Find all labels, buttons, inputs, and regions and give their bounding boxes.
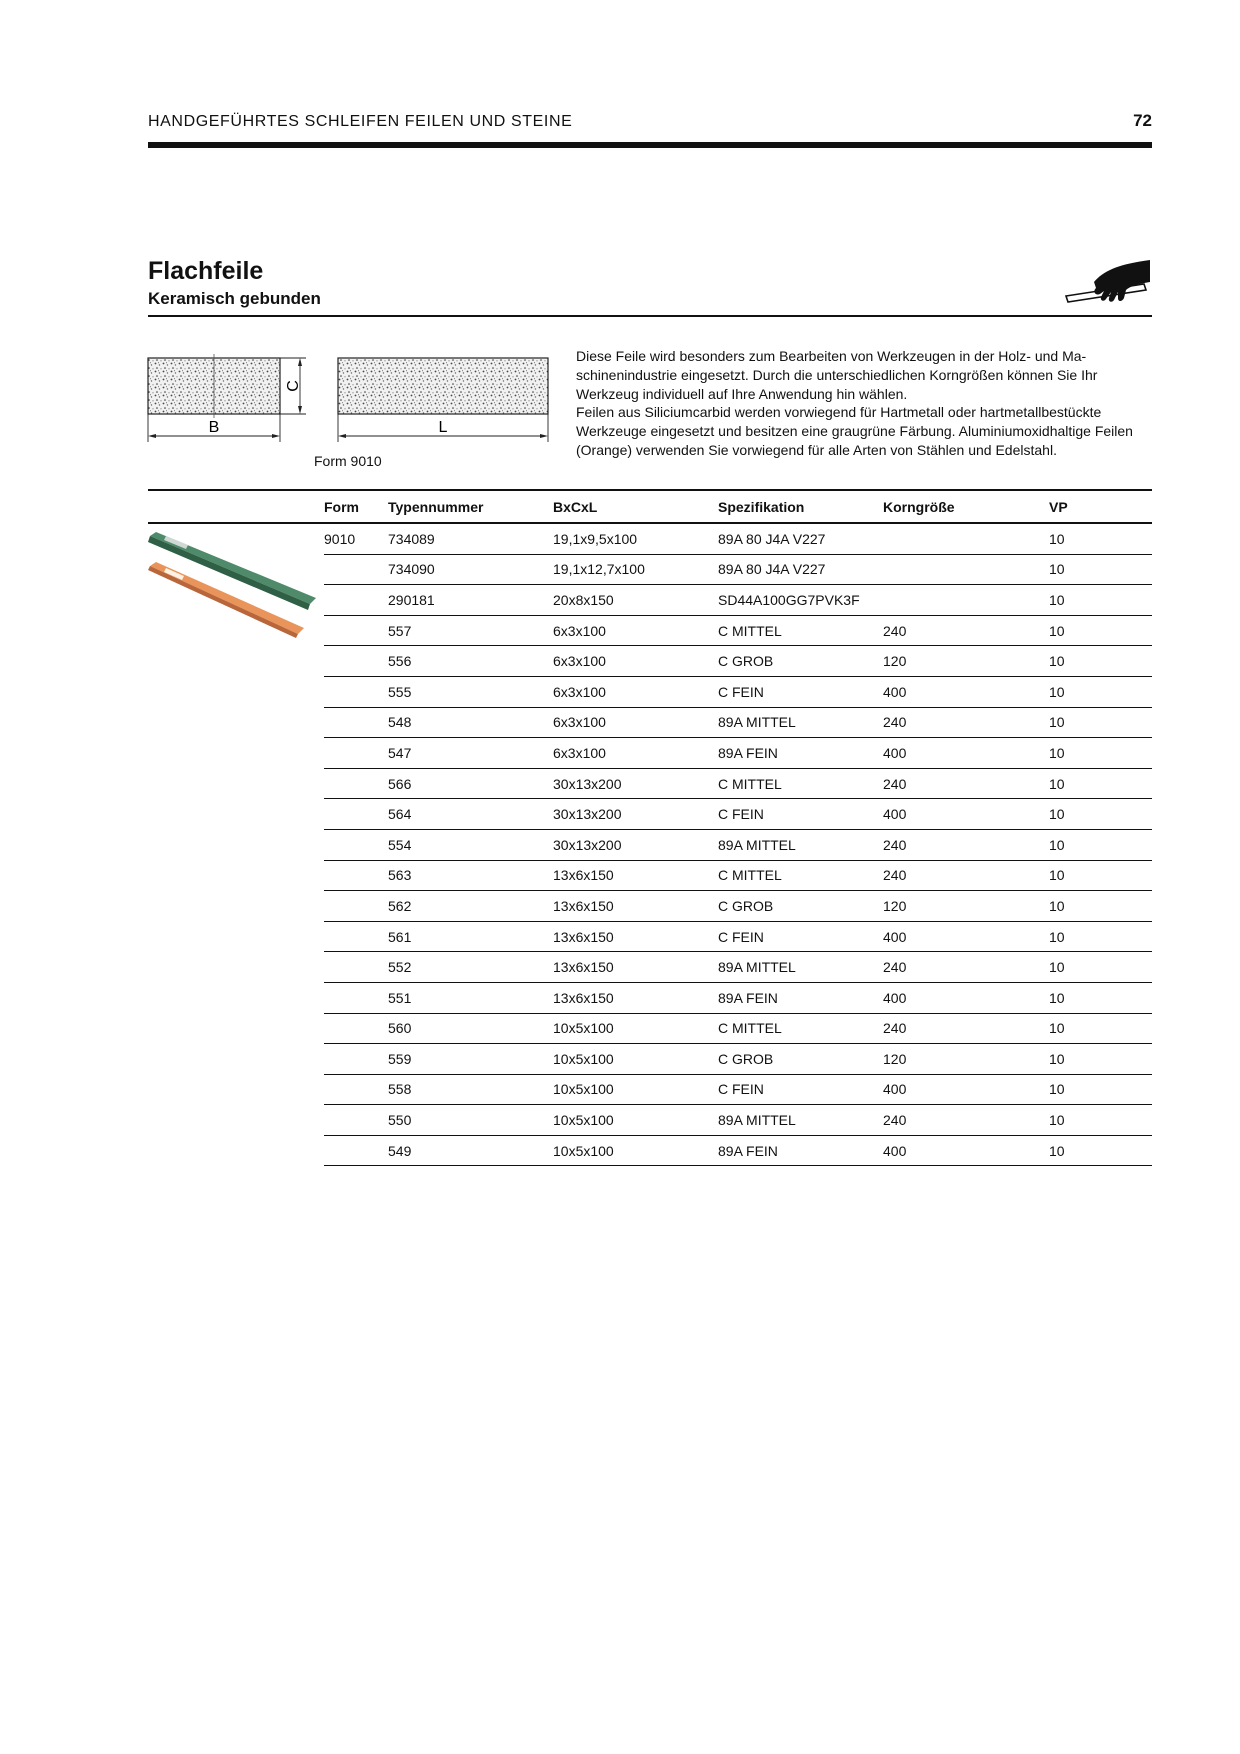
- cell-bcl: 13x6x150: [553, 982, 718, 1013]
- cell-vp: 10: [1049, 615, 1152, 646]
- cell-bcl: 19,1x12,7x100: [553, 554, 718, 585]
- column-header-typennummer: Typennummer: [388, 490, 553, 523]
- description-paragraph: Feilen aus Siliciumcarbid werden vorwiegend für Hartmetall oder hartmetallbestückte Werkzeuge eingesetzt und besitzen eine graugrüne Färbung. Aluminiumoxidhaltige Feilen (Orange) verwenden Sie vorwiegend für alle Arten von Stählen und Edelstahl.: [576, 404, 1133, 458]
- cell-korn: 400: [883, 921, 1049, 952]
- cell-typ: 558: [388, 1074, 553, 1105]
- cell-spec: 89A 80 J4A V227: [718, 554, 883, 585]
- cell-korn: [883, 554, 1049, 585]
- cell-bcl: 10x5x100: [553, 1074, 718, 1105]
- cell-vp: 10: [1049, 554, 1152, 585]
- cell-form: [324, 891, 388, 922]
- cell-typ: 550: [388, 1105, 553, 1136]
- description: [576, 347, 1156, 460]
- shape-diagram: [146, 354, 556, 450]
- cell-form: [324, 860, 388, 891]
- cell-typ: 557: [388, 615, 553, 646]
- cell-vp: 10: [1049, 860, 1152, 891]
- header-image-column: [148, 490, 324, 523]
- cell-typ: 551: [388, 982, 553, 1013]
- title-rule: [148, 315, 1152, 317]
- cell-form: [324, 921, 388, 952]
- cell-korn: 400: [883, 799, 1049, 830]
- cell-form: [324, 1044, 388, 1075]
- column-header-bxcxl: BxCxL: [553, 490, 718, 523]
- cell-typ: 547: [388, 738, 553, 769]
- cell-form: [324, 768, 388, 799]
- table-header-row: [148, 490, 1152, 523]
- cell-typ: 564: [388, 799, 553, 830]
- cell-korn: 400: [883, 1074, 1049, 1105]
- cell-typ: 562: [388, 891, 553, 922]
- cell-spec: C FEIN: [718, 1074, 883, 1105]
- header-title: HANDGEFÜHRTES SCHLEIFEN FEILEN UND STEINE: [148, 113, 573, 130]
- cell-bcl: 6x3x100: [553, 738, 718, 769]
- cell-bcl: 6x3x100: [553, 646, 718, 677]
- cell-vp: 10: [1049, 585, 1152, 616]
- cell-form: [324, 615, 388, 646]
- cell-spec: 89A 80 J4A V227: [718, 523, 883, 554]
- form-caption: Form 9010: [314, 453, 382, 469]
- cell-vp: 10: [1049, 523, 1152, 554]
- cell-spec: C GROB: [718, 646, 883, 677]
- cell-form: [324, 646, 388, 677]
- cell-spec: C MITTEL: [718, 768, 883, 799]
- cell-form: [324, 1013, 388, 1044]
- column-header-spezifikation: Spezifikation: [718, 490, 883, 523]
- cell-typ: 734089: [388, 523, 553, 554]
- cell-bcl: 13x6x150: [553, 921, 718, 952]
- product-photo: [148, 530, 318, 640]
- cell-typ: 290181: [388, 585, 553, 616]
- table-row: [148, 523, 1152, 554]
- cell-spec: C FEIN: [718, 676, 883, 707]
- page-number: 72: [1133, 111, 1152, 130]
- header-rule: [148, 142, 1152, 148]
- dimension-label-l: L: [438, 419, 448, 436]
- cell-korn: 240: [883, 707, 1049, 738]
- cell-vp: 10: [1049, 921, 1152, 952]
- cell-korn: 400: [883, 738, 1049, 769]
- dimension-label-c: C: [285, 380, 303, 392]
- cell-typ: 734090: [388, 554, 553, 585]
- cell-korn: 120: [883, 1044, 1049, 1075]
- cell-bcl: 30x13x200: [553, 768, 718, 799]
- cell-form: [324, 554, 388, 585]
- cell-korn: 400: [883, 982, 1049, 1013]
- cell-spec: 89A FEIN: [718, 982, 883, 1013]
- cell-vp: 10: [1049, 768, 1152, 799]
- cell-korn: 240: [883, 768, 1049, 799]
- cell-spec: C MITTEL: [718, 1013, 883, 1044]
- cell-typ: 560: [388, 1013, 553, 1044]
- cell-spec: 89A MITTEL: [718, 952, 883, 983]
- cell-vp: 10: [1049, 799, 1152, 830]
- description-paragraph: Diese Feile wird besonders zum Bearbeiten von Werkzeugen in der Holz- und Ma-schinenindustrie eingesetzt. Durch die unterschiedlichen Korngrößen können Sie Ihr Werkzeug individuell auf Ihre Anwendung hin wählen.: [576, 348, 1098, 402]
- cell-form: [324, 707, 388, 738]
- cell-spec: C GROB: [718, 1044, 883, 1075]
- cell-bcl: 10x5x100: [553, 1135, 718, 1166]
- cell-korn: 240: [883, 860, 1049, 891]
- cell-bcl: 30x13x200: [553, 799, 718, 830]
- cell-korn: 240: [883, 1105, 1049, 1136]
- cell-form: [324, 585, 388, 616]
- column-header-form: Form: [324, 490, 388, 523]
- product-subtitle: Keramisch gebunden: [148, 289, 321, 308]
- cell-spec: C FEIN: [718, 799, 883, 830]
- cell-bcl: 10x5x100: [553, 1013, 718, 1044]
- cell-form: [324, 738, 388, 769]
- cell-korn: 120: [883, 646, 1049, 677]
- cell-bcl: 19,1x9,5x100: [553, 523, 718, 554]
- cell-form: 9010: [324, 523, 388, 554]
- cell-form: [324, 952, 388, 983]
- cell-bcl: 20x8x150: [553, 585, 718, 616]
- cell-typ: 549: [388, 1135, 553, 1166]
- cell-korn: [883, 585, 1049, 616]
- cell-typ: 561: [388, 921, 553, 952]
- cell-spec: C FEIN: [718, 921, 883, 952]
- cell-korn: 240: [883, 829, 1049, 860]
- cell-form: [324, 829, 388, 860]
- cell-bcl: 13x6x150: [553, 860, 718, 891]
- cell-typ: 552: [388, 952, 553, 983]
- cell-spec: C GROB: [718, 891, 883, 922]
- product-photo-cell: [148, 523, 324, 1166]
- cell-korn: 240: [883, 615, 1049, 646]
- cell-vp: 10: [1049, 1074, 1152, 1105]
- cell-korn: [883, 523, 1049, 554]
- cell-korn: 400: [883, 676, 1049, 707]
- cell-bcl: 30x13x200: [553, 829, 718, 860]
- cell-bcl: 6x3x100: [553, 676, 718, 707]
- cell-vp: 10: [1049, 952, 1152, 983]
- cell-bcl: 10x5x100: [553, 1105, 718, 1136]
- cell-typ: 559: [388, 1044, 553, 1075]
- cell-bcl: 6x3x100: [553, 707, 718, 738]
- cell-bcl: 13x6x150: [553, 891, 718, 922]
- column-header-korngroesse: Korngröße: [883, 490, 1049, 523]
- cell-vp: 10: [1049, 829, 1152, 860]
- cell-form: [324, 982, 388, 1013]
- cell-form: [324, 676, 388, 707]
- product-title: Flachfeile: [148, 257, 264, 285]
- cell-vp: 10: [1049, 1013, 1152, 1044]
- cell-spec: 89A MITTEL: [718, 1105, 883, 1136]
- cell-typ: 563: [388, 860, 553, 891]
- cell-korn: 240: [883, 952, 1049, 983]
- product-table: [148, 489, 1152, 1166]
- cell-form: [324, 1105, 388, 1136]
- cell-korn: 240: [883, 1013, 1049, 1044]
- cell-vp: 10: [1049, 1105, 1152, 1136]
- cell-form: [324, 1135, 388, 1166]
- cell-vp: 10: [1049, 707, 1152, 738]
- dimension-label-b: B: [208, 419, 220, 436]
- cell-bcl: 6x3x100: [553, 615, 718, 646]
- cell-spec: 89A MITTEL: [718, 707, 883, 738]
- cell-spec: SD44A100GG7PVK3F: [718, 585, 883, 616]
- cell-typ: 548: [388, 707, 553, 738]
- column-header-vp: VP: [1049, 490, 1152, 523]
- cell-spec: C MITTEL: [718, 860, 883, 891]
- cell-typ: 566: [388, 768, 553, 799]
- cell-bcl: 13x6x150: [553, 952, 718, 983]
- cell-spec: 89A FEIN: [718, 1135, 883, 1166]
- cell-typ: 556: [388, 646, 553, 677]
- cell-vp: 10: [1049, 982, 1152, 1013]
- cell-vp: 10: [1049, 1135, 1152, 1166]
- cell-vp: 10: [1049, 891, 1152, 922]
- cell-korn: 400: [883, 1135, 1049, 1166]
- cell-form: [324, 799, 388, 830]
- cell-spec: C MITTEL: [718, 615, 883, 646]
- cell-spec: 89A FEIN: [718, 738, 883, 769]
- cross-section-view: [148, 354, 306, 442]
- cell-vp: 10: [1049, 1044, 1152, 1075]
- hand-holding-file-icon: [1064, 256, 1152, 304]
- cell-typ: 555: [388, 676, 553, 707]
- cell-bcl: 10x5x100: [553, 1044, 718, 1075]
- cell-vp: 10: [1049, 676, 1152, 707]
- cell-korn: 120: [883, 891, 1049, 922]
- cell-spec: 89A MITTEL: [718, 829, 883, 860]
- cell-vp: 10: [1049, 646, 1152, 677]
- cell-form: [324, 1074, 388, 1105]
- cell-vp: 10: [1049, 738, 1152, 769]
- cell-typ: 554: [388, 829, 553, 860]
